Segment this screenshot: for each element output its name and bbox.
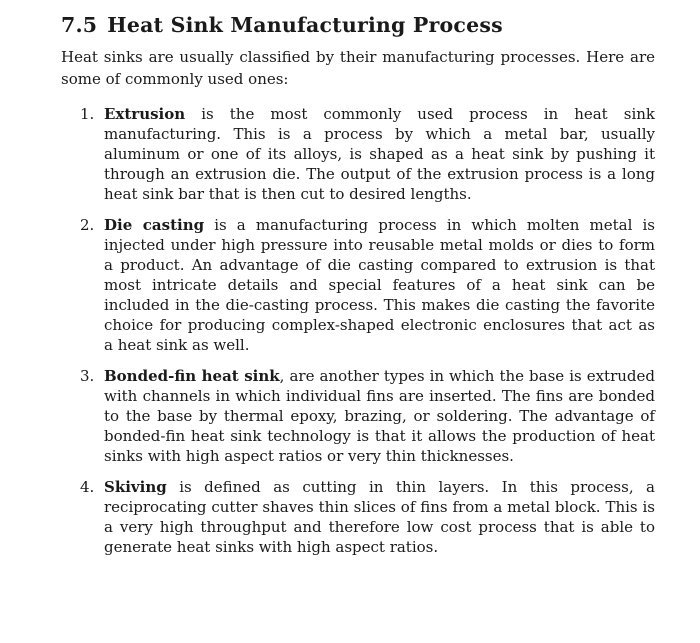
item-description: , are another types in which the base is extruded with channels in which individual fins are inserted. The fins are bonded to the base by thermal epoxy, brazing, or soldering. The advantage of bonded-fin heat sink technology is that it allows the production of heat sinks with high aspect ratios or very thin thicknesses. [104,367,655,465]
intro-paragraph: Heat sinks are usually classified by their manufacturing processes. Here are some of commonly used ones: [61,48,655,88]
item-description: is the most commonly used process in heat sink manufacturing. This is a process by which a metal bar, usually aluminum or one of its alloys, is shaped as a heat sink by pushing it through an extrusion die. The output of the extrusion process is a long heat sink bar that is then cut to desired lengths. [104,105,655,203]
list-item-skiving [61,477,655,557]
item-term: Die casting [104,216,205,234]
section-number: 7.5 [61,13,98,37]
list-marker: 1. [80,105,95,123]
item-description: is defined as cutting in thin layers. In this process, a reciprocating cutter shaves thin slices of fins from a metal block. This is a very high throughput and therefore low cost process that is able to generate heat sinks with high aspect ratios. [104,478,655,556]
item-term: Bonded-fin heat sink [104,367,280,385]
item-description: is a manufacturing process in which molten metal is injected under high pressure into reusable metal molds or dies to form a product. An advantage of die casting compared to extrusion is that most intricate details and special features of a heat sink can be included in the die-casting process. This makes die casting the favorite choice for producing complex-shaped electronic enclosures that act as a heat sink as well. [104,216,655,354]
item-term: Skiving [104,478,167,496]
process-list [61,104,655,557]
list-marker: 4. [80,478,95,496]
item-term: Extrusion [104,105,186,123]
section-title: Heat Sink Manufacturing Process [107,13,503,37]
section-heading [61,12,655,38]
document-page [61,12,655,568]
list-item-extrusion [61,104,655,204]
list-item-die-casting [61,215,655,355]
list-marker: 3. [80,367,95,385]
list-item-bonded-fin [61,366,655,466]
list-marker: 2. [80,216,95,234]
